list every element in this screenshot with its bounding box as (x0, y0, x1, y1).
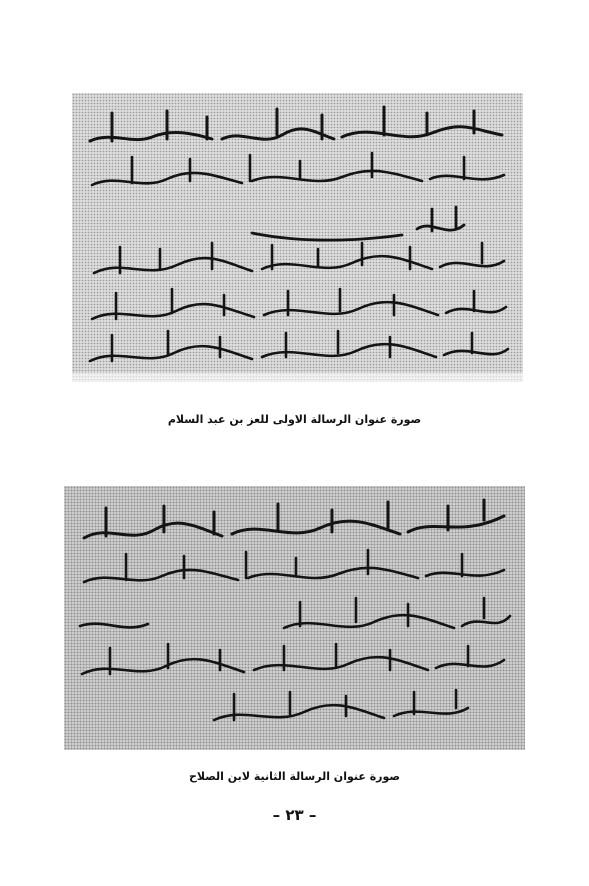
manuscript-image-1 (72, 93, 523, 382)
figure-2-caption: صورة عنوان الرسالة الثانية لابن الصلاح (188, 770, 401, 783)
page-number: – ٢٣ – (272, 806, 317, 824)
manuscript-image-2 (64, 486, 525, 750)
figure-1-caption: صورة عنوان الرسالة الاولى للعز بن عبد السلام (167, 413, 422, 426)
manuscript-photo-1 (72, 93, 523, 382)
manuscript-photo-2 (64, 486, 525, 750)
